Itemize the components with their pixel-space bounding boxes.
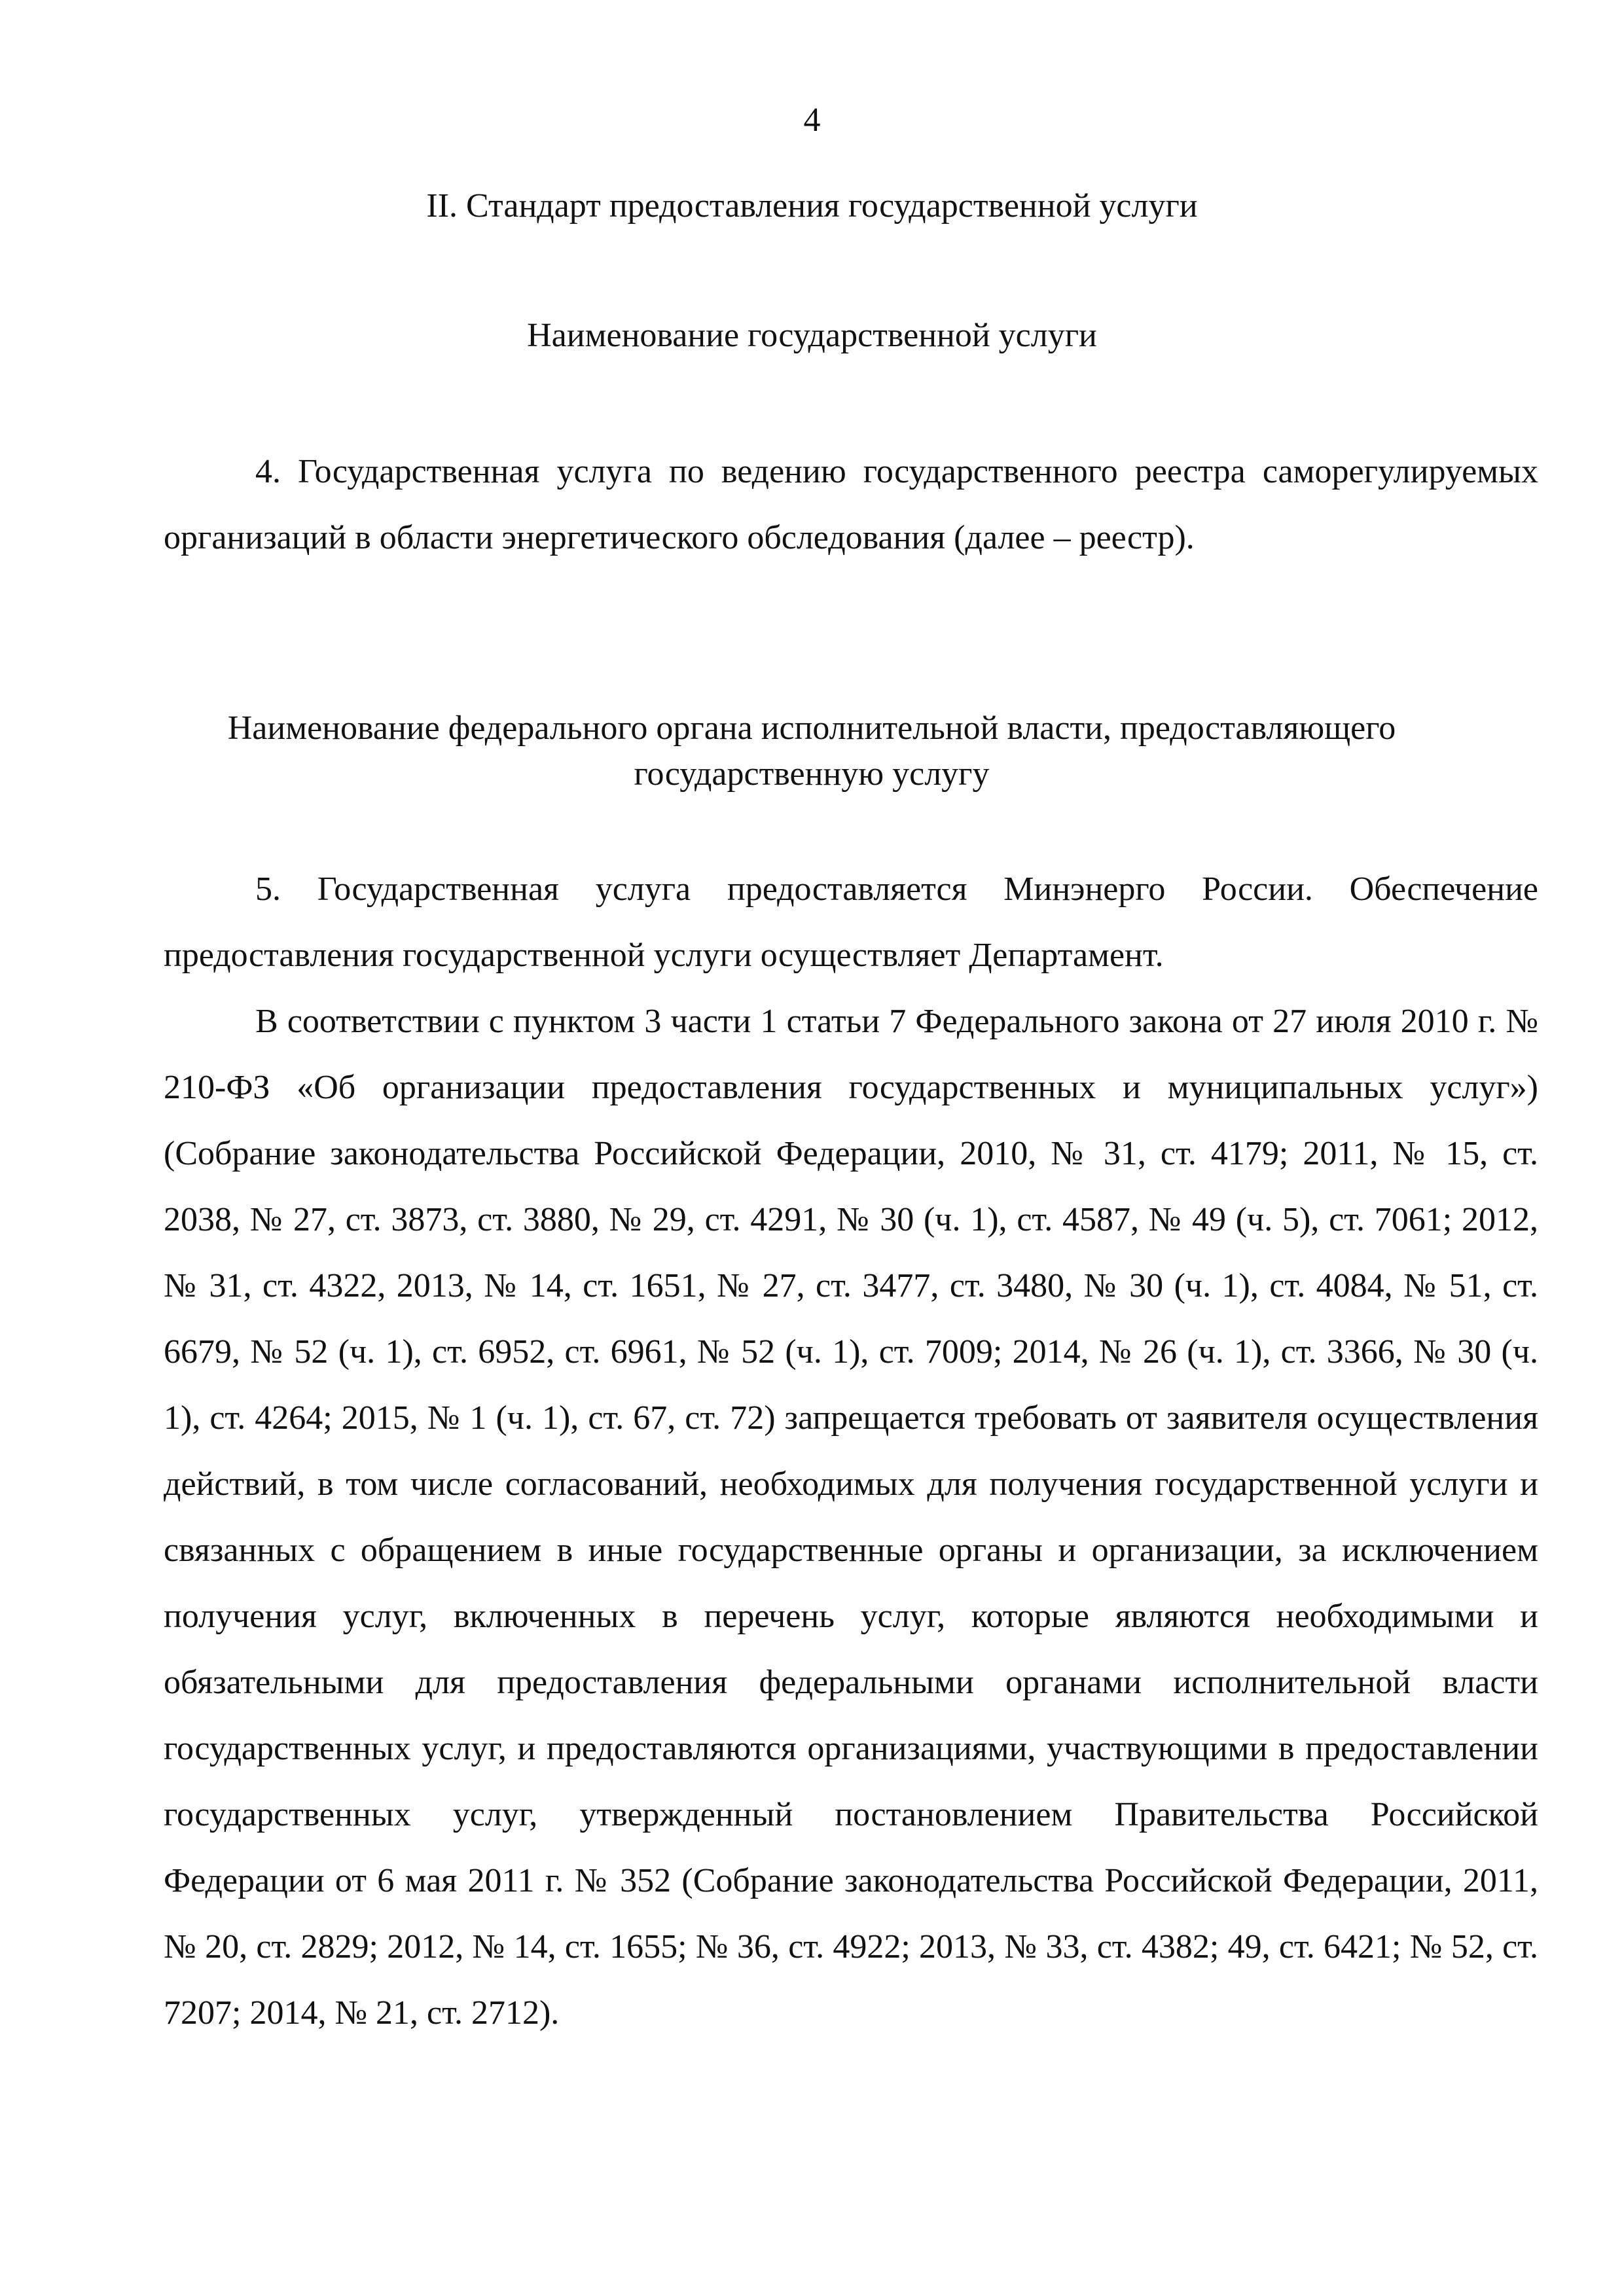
paragraph-5-continuation: В соответствии с пунктом 3 части 1 статьи 7 Федерального закона от 27 июля 2010 г. № 210-ФЗ «Об организации предоставления государственных и муниципальных услуг») (Собрание законодательства Российской Федерации, 2010, № 31, ст. 4179; 2011, № 15, ст. 2038, № 27, ст. 3873, ст. 3880, № 29, ст. 4291, № 30 (ч. 1), ст. 4587, № 49 (ч. 5), ст. 7061; 2012, № 31, ст. 4322, 2013, № 14, ст. 1651, № 27, ст. 3477, ст. 3480, № 30 (ч. 1), ст. 4084, № 51, ст. 6679, № 52 (ч. 1), ст. 6952, ст. 6961, № 52 (ч. 1), ст. 7009; 2014, № 26 (ч. 1), ст. 3366, № 30 (ч. 1), ст. 4264; 2015, № 1 (ч. 1), ст. 67, ст. 72) запрещается требовать от заявителя осуществления действий, в том числе согласований, необходимых для получения государственной услуги и связанных с обращением в иные государственные органы и организации, за исключением получения услуг, включенных в перечень услуг, которые являются необходимыми и обязательными для предоставления федеральными органами исполнительной власти государственных услуг, и предоставляются организациями, участвующими в предоставлении государственных услуг, утвержденный постановлением Правительства Российской Федерации от 6 мая 2011 г. № 352 (Собрание законодательства Российской Федерации, 2011, № 20, ст. 2829; 2012, № 14, ст. 1655; № 36, ст. 4922; 2013, № 33, ст. 4382; 49, ст. 6421; № 52, ст. 7207; 2014, № 21, ст. 2712). [164, 1003, 1538, 2032]
page-number: 4 [803, 101, 821, 139]
subheading-service-name: Наименование государственной услуги [527, 317, 1097, 354]
section-title: II. Стандарт предоставления государственной услуги [426, 187, 1198, 224]
subheading-authority-name: Наименование федерального органа исполнительной власти, предоставляющего государственную услугу [227, 709, 1396, 793]
paragraph-5: 5. Государственная услуга предоставляется Минэнерго России. Обеспечение предоставления государственной услуги осуществляет Департамент. [164, 870, 1538, 974]
paragraph-4: 4. Государственная услуга по ведению государственного реестра саморегулируемых организаций в области энергетического обследования (далее – реестр). [164, 453, 1538, 556]
